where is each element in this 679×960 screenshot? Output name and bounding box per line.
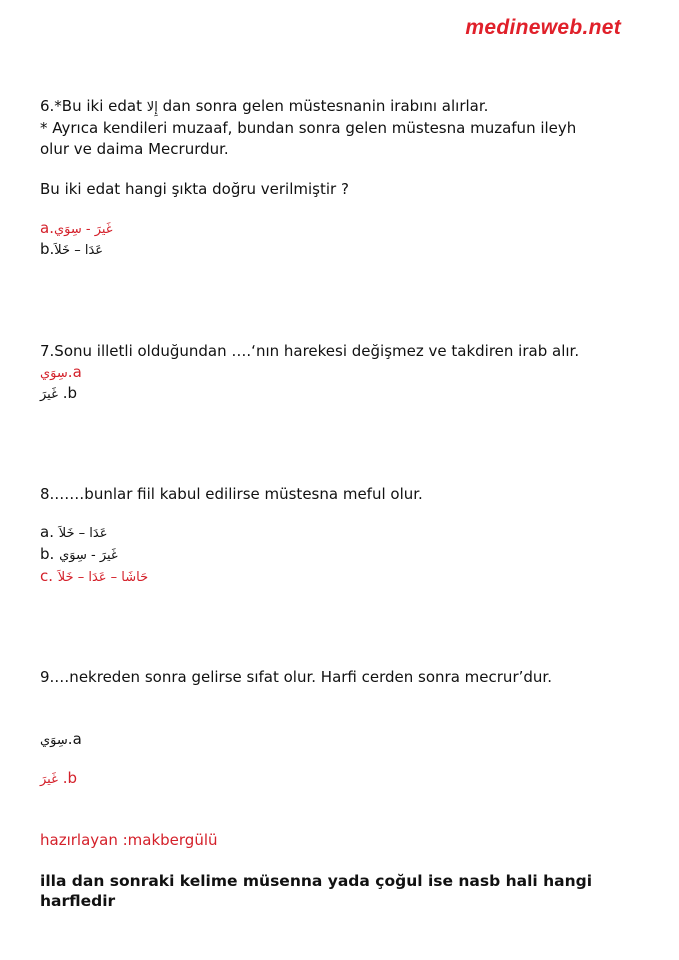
q9-option-b[interactable] (40, 768, 77, 790)
q8-option-b-label: b. (40, 545, 55, 563)
q8-option-b-arabic: غَيرَ - سِوَي (59, 548, 118, 563)
q8-option-a-arabic: عَدَا – خَلاَ (58, 526, 108, 541)
q7-option-b-arabic: غَيرَ (40, 387, 58, 402)
q6-option-a-arabic: غَيرَ - سِوَي (53, 222, 113, 237)
q6-line2: * Ayrıca kendileri muzaaf, bundan sonra gelen müstesna muzafun ileyh (40, 119, 577, 137)
q6-option-b[interactable] (40, 239, 103, 261)
q9-text: 9.…nekreden sonra gelirse sıfat olur. Harfi cerden sonra mecrur’dur. (40, 668, 552, 686)
q6-illa-arabic: إِلا (146, 100, 158, 115)
q6-option-b-label: b. (40, 240, 55, 258)
q6-option-a[interactable] (40, 218, 113, 240)
q6-option-b-arabic: عَدَا – خَلاَ (54, 243, 104, 258)
q7-option-b-label: .b (62, 384, 77, 402)
q8-option-c-arabic: حَاشَا – عَدَا – خَلاَ (57, 570, 149, 585)
q6-line1-end: dan sonra gelen müstesnanin irabını alırlar. (162, 97, 489, 115)
q9-option-a[interactable] (40, 729, 82, 751)
q6-option-a-label: a. (40, 219, 54, 237)
q8-option-a-label: a. (40, 523, 54, 541)
q9-option-a-arabic: سِوَي (40, 733, 68, 748)
q6-line1 (40, 96, 488, 118)
q9-option-b-label: .b (62, 769, 77, 787)
q7-text: 7.Sonu illetli olduğundan ….‘nın harekesi değişmez ve takdiren irab alır. (40, 342, 580, 360)
q8-option-c[interactable] (40, 566, 148, 588)
q6-prompt: Bu iki edat hangi şıkta doğru verilmiştir ? (40, 180, 349, 198)
q9-option-b-arabic: غَيرَ (40, 772, 58, 787)
q9-option-a-label: .a (67, 730, 82, 748)
bonus-question: illa dan sonraki kelime müsenna yada çoğul ise nasb hali hangi harfledir (40, 872, 593, 910)
author-credit: hazırlayan :makbergülü (40, 831, 218, 849)
q8-option-b[interactable] (40, 544, 118, 566)
q8-option-a[interactable] (40, 522, 108, 544)
q7-option-a-label: .a (67, 363, 82, 381)
q6-line3: olur ve daima Mecrurdur. (40, 140, 229, 158)
q7-option-a-arabic: سِوَي (40, 366, 68, 381)
q7-option-a[interactable] (40, 362, 82, 384)
q7-option-b[interactable] (40, 383, 77, 405)
q8-option-c-label: c. (40, 567, 54, 585)
site-logo[interactable]: medineweb.net (465, 16, 621, 39)
q6-line1-start: 6.*Bu iki edat (40, 97, 142, 115)
q8-text: 8.……bunlar fiil kabul edilirse müstesna meful olur. (40, 485, 423, 503)
